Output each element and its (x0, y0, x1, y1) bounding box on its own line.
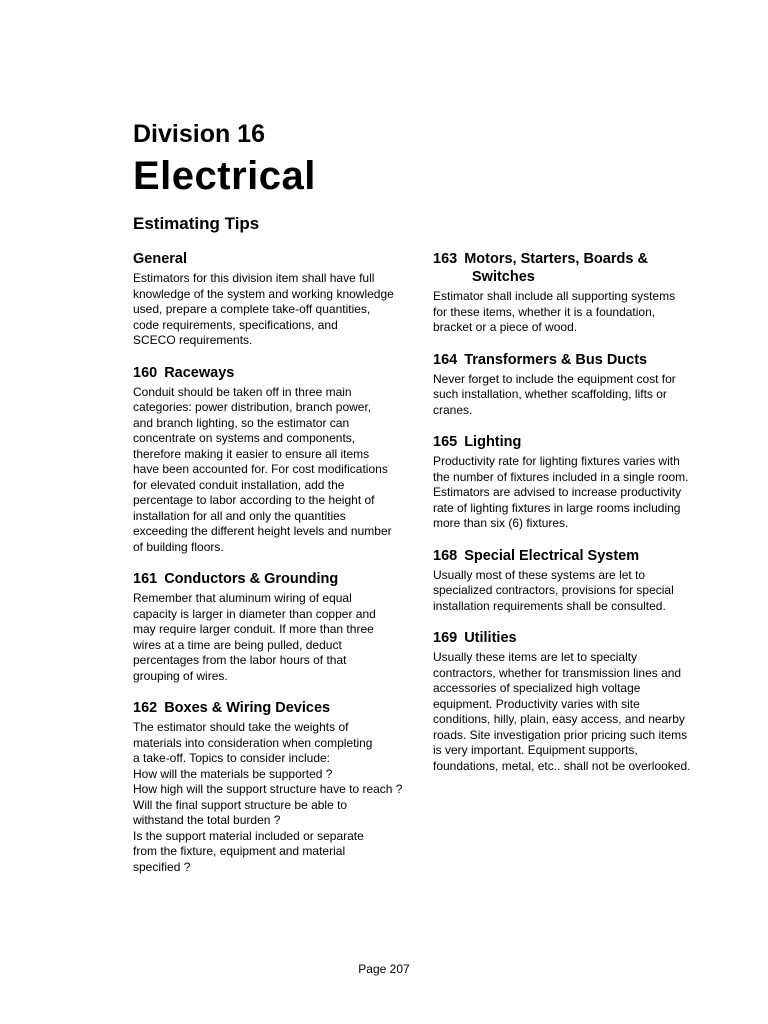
section-heading-text: Raceways (164, 364, 235, 381)
body-line: installation requirements shall be consulted. (433, 598, 666, 613)
body-line: used, prepare a complete take-off quantities, (133, 302, 371, 316)
section-heading (433, 433, 723, 451)
section-161 (133, 570, 428, 684)
section-number: 163 (433, 251, 458, 267)
body-line: How high will the support structure have to reach ? (133, 782, 403, 796)
division-label: Division 16 (133, 120, 265, 148)
body-line: roads. Site investigation prior pricing such items (433, 727, 688, 742)
body-line: equipment. Productivity varies with site (433, 696, 640, 711)
section-heading-text: Conductors & Grounding (164, 571, 339, 587)
body-line: for elevated conduit installation, add the (133, 477, 345, 492)
section-heading-continuation: Switches (472, 269, 535, 285)
section-number: 169 (433, 630, 458, 646)
section-heading (133, 250, 428, 268)
body-line: Productivity rate for lighting fixtures varies with (433, 454, 680, 468)
body-line: concentrate on systems and components, (133, 431, 356, 445)
section-heading (433, 250, 723, 286)
body-line: Usually these items are let to specialty (433, 650, 638, 664)
section-heading (433, 351, 723, 369)
body-line: Estimator shall include all supporting systems (433, 289, 676, 303)
body-line: How will the materials be supported ? (133, 766, 333, 781)
right-column (433, 250, 723, 789)
section-body (433, 568, 723, 615)
body-line: Conduit should be taken off in three main (133, 384, 352, 399)
section-heading (433, 547, 723, 565)
body-line: Estimators are advised to increase productivity (433, 485, 682, 499)
section-number: 161 (133, 571, 158, 587)
body-line: such installation, whether scaffolding, lifts or (433, 387, 667, 401)
section-body (133, 720, 428, 875)
body-line: percentage to labor according to the height of (133, 493, 375, 507)
section-169 (433, 629, 723, 774)
section-heading (433, 629, 723, 647)
section-heading (133, 364, 428, 382)
section-160 (133, 364, 428, 556)
body-line: knowledge of the system and working knowledge (133, 286, 394, 301)
body-line: Never forget to include the equipment cost for (433, 371, 676, 386)
body-line: grouping of wires. (133, 668, 228, 683)
body-line: more than six (6) fixtures. (433, 516, 569, 530)
body-line: may require larger conduit. If more than three (133, 622, 374, 636)
body-line: from the fixture, equipment and material (133, 844, 346, 858)
page-title: Electrical (133, 154, 316, 198)
body-line: code requirements, specifications, and (133, 317, 338, 332)
section-number: 164 (433, 351, 458, 368)
section-number: 168 (433, 547, 458, 564)
section-heading (133, 570, 428, 588)
body-line: conditions, hilly, plain, easy access, and nearby (433, 712, 685, 726)
body-line: therefore making it easier to ensure all items (133, 446, 370, 461)
section-heading-text: Special Electrical System (464, 547, 640, 564)
page-number: Page 207 (358, 962, 410, 976)
body-line: contractors, whether for transmission lines and (433, 665, 682, 680)
body-line: specialized contractors, provisions for special (433, 583, 674, 597)
body-line: Remember that aluminum wiring of equal (133, 591, 352, 605)
body-line: installation for all and only the quantities (133, 508, 346, 523)
body-line: foundations, metal, etc.. shall not be overlooked. (433, 758, 691, 773)
body-line: and branch lighting, so the estimator can (133, 415, 350, 430)
body-line: bracket or a piece of wood. (433, 320, 578, 334)
section-heading (133, 699, 428, 717)
section-163 (433, 250, 723, 336)
body-line: materials into consideration when completing (133, 735, 373, 750)
section-number: 165 (433, 434, 458, 450)
section-heading-text: Motors, Starters, Boards & (464, 251, 648, 267)
section-heading-text: Boxes & Wiring Devices (164, 700, 331, 716)
body-line: of building floors. (133, 539, 224, 554)
body-line: wires at a time are being pulled, deduct (133, 637, 342, 652)
body-line: rate of lighting fixtures in large rooms including (433, 500, 681, 515)
section-heading-text: General (133, 251, 187, 267)
body-line: Will the final support structure be able to (133, 797, 348, 812)
section-164 (433, 351, 723, 419)
body-line: the number of fixtures included in a single room. (433, 469, 689, 484)
left-column (133, 250, 428, 890)
body-line: categories: power distribution, branch power, (133, 400, 372, 414)
body-line: cranes. (433, 402, 473, 417)
section-heading-text: Lighting (464, 434, 522, 450)
body-line: accessories of specialized high voltage (433, 681, 641, 695)
body-line: specified ? (133, 859, 191, 874)
section-165 (433, 433, 723, 532)
body-line: exceeding the different height levels and number (133, 524, 392, 538)
body-line: is very important. Equipment supports, (433, 743, 638, 757)
body-line: The estimator should take the weights of (133, 720, 349, 734)
section-subtitle: Estimating Tips (133, 214, 260, 233)
body-line: have been accounted for. For cost modifications (133, 462, 388, 476)
section-number: 160 (133, 364, 158, 381)
body-line: a take-off. Topics to consider include: (133, 751, 331, 765)
body-line: capacity is larger in diameter than copper and (133, 606, 376, 621)
body-line: SCECO requirements. (133, 333, 253, 347)
body-line: for these items, whether it is a foundation, (433, 304, 656, 319)
section-body (433, 372, 723, 419)
body-line: Usually most of these systems are let to (433, 567, 646, 582)
section-body (433, 454, 723, 532)
section-body (433, 650, 723, 774)
body-line: Estimators for this division item shall have full (133, 271, 375, 285)
section-heading-text: Transformers & Bus Ducts (464, 351, 648, 368)
body-line: withstand the total burden ? (133, 813, 281, 827)
section-number: 162 (133, 700, 158, 716)
body-line: percentages from the labor hours of that (133, 653, 347, 667)
section-body (133, 385, 428, 556)
section-general (133, 250, 428, 349)
section-162 (133, 699, 428, 875)
section-body (133, 591, 428, 684)
section-heading-text: Utilities (464, 630, 517, 646)
body-line: Is the support material included or separate (133, 828, 364, 843)
section-body (133, 271, 428, 349)
section-168 (433, 547, 723, 615)
section-body (433, 289, 723, 336)
